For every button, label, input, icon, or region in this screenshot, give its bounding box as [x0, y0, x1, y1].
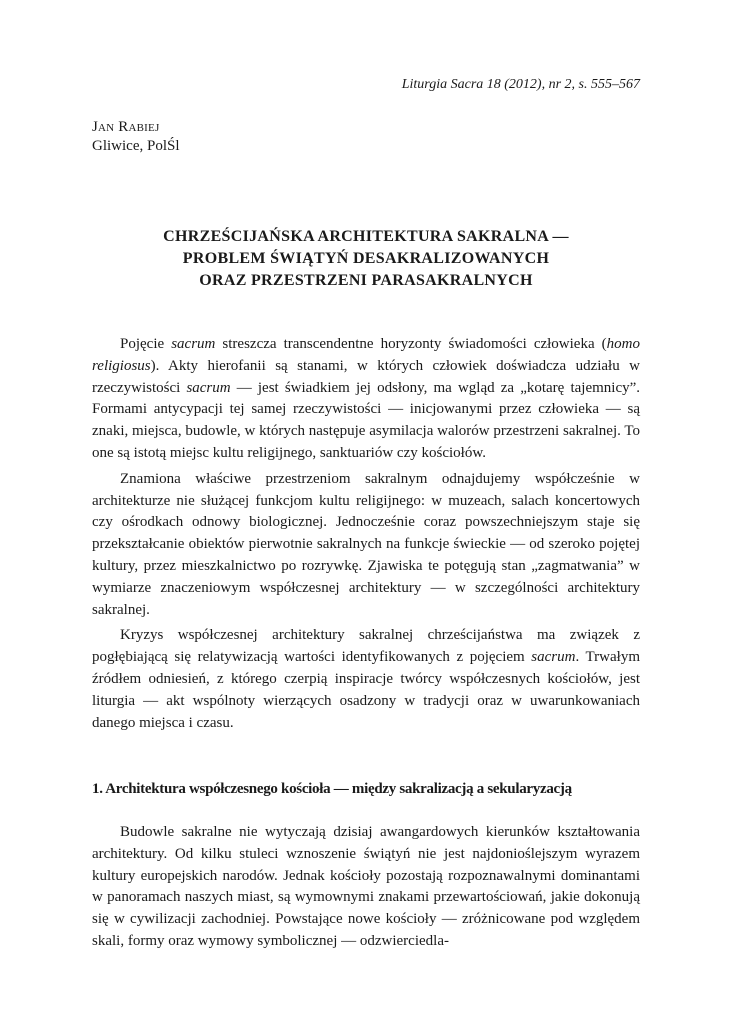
- italic-term: sacrum: [531, 649, 576, 666]
- text-run: Kryzys współczesnej architektury sakralnej chrześcijaństwa ma związek z pogłębiającą się relatywizacją wartości identyfikowanych z pojęciem: [92, 627, 640, 666]
- italic-term: homo religiosus: [92, 336, 640, 374]
- abstract: [92, 334, 640, 734]
- section-heading: 1. Architektura współczesnego kościoła — między sakralizacją a sekularyzacją: [92, 781, 572, 797]
- text-run: ). Akty hierofanii są stanami, w których człowiek doświadcza udziału w rzeczywistości: [92, 357, 640, 396]
- italic-term: sacrum: [186, 379, 231, 396]
- abstract-paragraph: Znamiona właściwe przestrzeniom sakralnym odnajdujemy współcześnie w architekturze nie służącej funkcjom kultu religijnego: w muzeach, salach koncertowych czy ośrodkach odnowy biologicznej. Jednocześnie coraz powszechniejszym staje się przekształcanie obiektów pierwotnie sakralnych na funkcje świeckie — od szeroko pojętej kultury, przez mieszkalnictwo po rozrywkę. Zjawiska te potęgują stan „zagmatwania” w wymiarze znaczeniowym współczesnej architektury — w szczególności architektury sakralnej.: [92, 470, 640, 618]
- title-line: ORAZ PRZESTRZENI PARASAKRALNYCH: [199, 272, 533, 289]
- italic-term: sacrum: [171, 336, 216, 352]
- journal-reference: Liturgia Sacra 18 (2012), nr 2, s. 555–567: [401, 77, 640, 92]
- text-run: . Trwałym źródłem odniesień, z którego czerpią inspiracje twórcy współczesnych kościołów, jest liturgia — akt wspólnoty wierzących osadzony w tradycji oraz w uwarunkowaniach danego miejsca i czasu.: [92, 649, 640, 731]
- author-affiliation: Gliwice, PolŚl: [92, 138, 180, 154]
- author-block: [92, 118, 180, 156]
- title-line: PROBLEM ŚWIĄTYŃ DESAKRALIZOWANYCH: [182, 250, 550, 267]
- body-paragraph: Budowle sakralne nie wytyczają dzisiaj awangardowych kierunków kształtowania architektury. Od kilku stuleci wznoszenie świątyń nie jest najdonioślejszym wyrazem kultury europejskich narodów. Jednak kościoły pozostają rozpoznawalnymi dominantami w panoramach naszych miast, są wymownymi znakami przewartościowań, jakie dokonują się w cywilizacji zachodniej. Powstające nowe kościoły — zróżnicowane pod względem skali, formy oraz wymowy symbolicznej — odzwierciedla-: [92, 824, 640, 949]
- abstract-paragraph: [92, 625, 640, 734]
- text-run: — jest świadkiem jej odsłony, ma wgląd za „kotarę tajemnicy”. Formami antycypacji tej samej rzeczywistości — inicjowanymi przez człowieka — są znaki, miejsca, budowle, w których następuje asymilacja walorów przestrzeni sakralnej. To one są istotą miejsc kultu religijnego, sanktuariów czy kościołów.: [92, 379, 641, 461]
- text-run: Pojęcie: [120, 336, 172, 352]
- title-line: CHRZEŚCIJAŃSKA ARCHITEKTURA SAKRALNA —: [163, 228, 569, 245]
- abstract-paragraph: [92, 334, 640, 465]
- author-name: Jan Rabiej: [92, 119, 160, 135]
- section-body: [92, 822, 640, 953]
- article-title: [92, 226, 640, 292]
- text-run: streszcza transcendentne horyzonty świadomości człowieka (: [215, 336, 607, 352]
